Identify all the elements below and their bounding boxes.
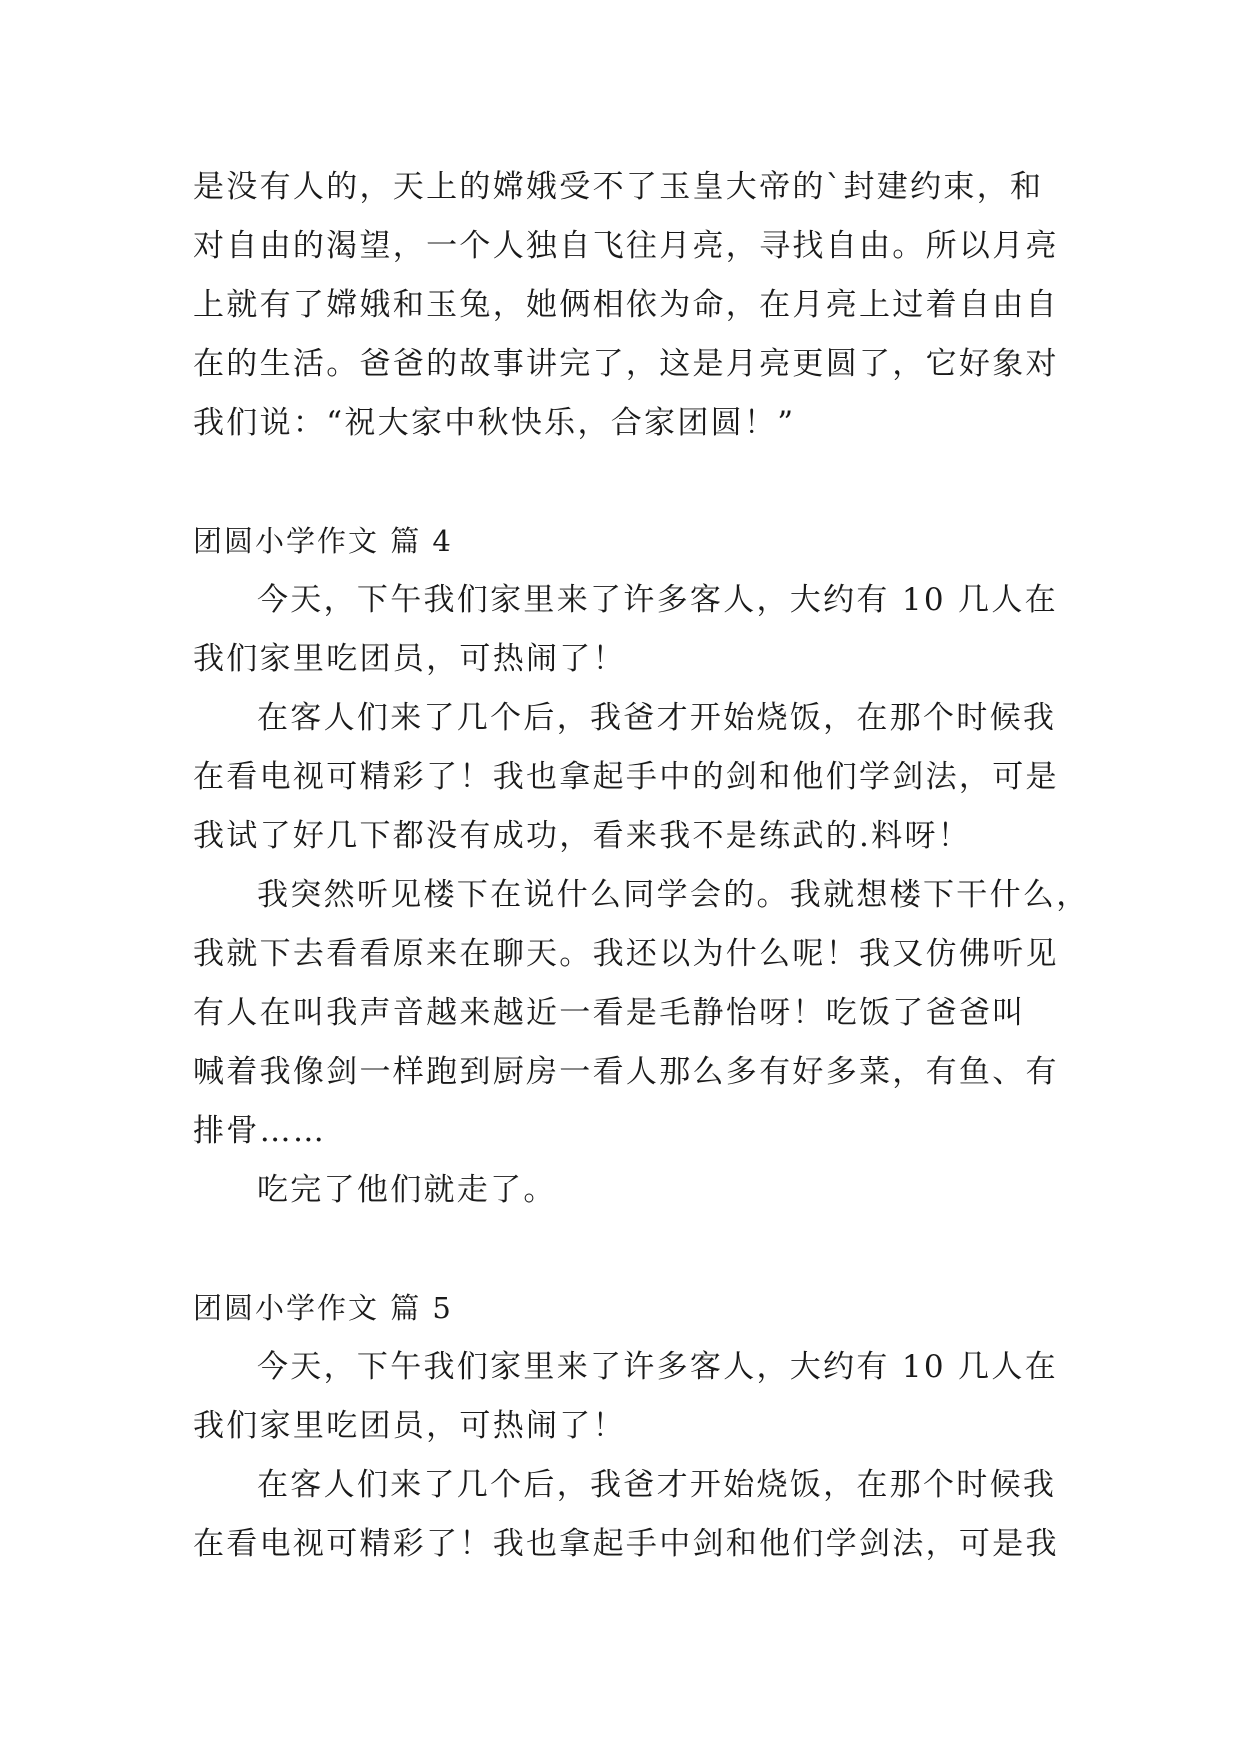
section-heading: 团圆小学作文 篇 4 xyxy=(193,524,453,558)
text-line: 吃完了他们就走了。 xyxy=(257,1172,557,1208)
essay-section-5 xyxy=(193,1279,1059,1574)
text-line: 有人在叫我声音越来越近一看是毛静怡呀！吃饭了爸爸叫 xyxy=(193,995,1026,1031)
text-line: 在的生活。爸爸的故事讲完了，这是月亮更圆了，它好象对 xyxy=(193,346,1059,382)
text-line: 我试了好几下都没有成功，看来我不是练武的.料呀！ xyxy=(193,818,972,854)
paragraph xyxy=(193,571,1058,689)
text-line: 在看电视可精彩了！我也拿起手中剑和他们学剑法，可是我 xyxy=(193,1526,1059,1562)
text-line: 在客人们来了几个后，我爸才开始烧饭，在那个时候我 xyxy=(257,1467,1057,1503)
text-line: 我们说：“祝大家中秋快乐，合家团圆！” xyxy=(193,405,796,441)
text-line: 我突然听见楼下在说什么同学会的。我就想楼下干什么， xyxy=(257,877,1090,913)
text-line: 排骨…… xyxy=(193,1113,327,1149)
document-page xyxy=(193,158,1090,1574)
paragraph xyxy=(193,689,1059,866)
text-line: 今天，下午我们家里来了许多客人，大约有 10 几人在 xyxy=(257,582,1058,618)
paragraph xyxy=(193,1456,1059,1574)
paragraph xyxy=(193,1338,1058,1456)
text-line: 我们家里吃团员，可热闹了！ xyxy=(193,1408,626,1444)
text-line: 我们家里吃团员，可热闹了！ xyxy=(193,641,626,677)
text-line: 对自由的渴望，一个人独自飞往月亮，寻找自由。所以月亮 xyxy=(193,228,1059,264)
text-line: 今天，下午我们家里来了许多客人，大约有 10 几人在 xyxy=(257,1349,1058,1385)
text-line: 喊着我像剑一样跑到厨房一看人那么多有好多菜，有鱼、有 xyxy=(193,1054,1059,1090)
essay-section-4 xyxy=(193,512,1090,1220)
text-line: 上就有了嫦娥和玉兔，她俩相依为命，在月亮上过着自由自 xyxy=(193,287,1059,323)
text-line: 我就下去看看原来在聊天。我还以为什么呢！我又仿佛听见 xyxy=(193,936,1059,972)
text-line: 在客人们来了几个后，我爸才开始烧饭，在那个时候我 xyxy=(257,700,1057,736)
text-line: 是没有人的，天上的嫦娥受不了玉皇大帝的`封建约束，和 xyxy=(193,169,1044,205)
continuation-paragraph xyxy=(193,158,1059,453)
paragraph xyxy=(193,1161,1053,1220)
text-line: 在看电视可精彩了！我也拿起手中的剑和他们学剑法，可是 xyxy=(193,759,1059,795)
section-gap xyxy=(193,453,1053,512)
section-heading: 团圆小学作文 篇 5 xyxy=(193,1291,453,1325)
section-gap xyxy=(193,1220,1053,1279)
paragraph xyxy=(193,866,1090,1161)
